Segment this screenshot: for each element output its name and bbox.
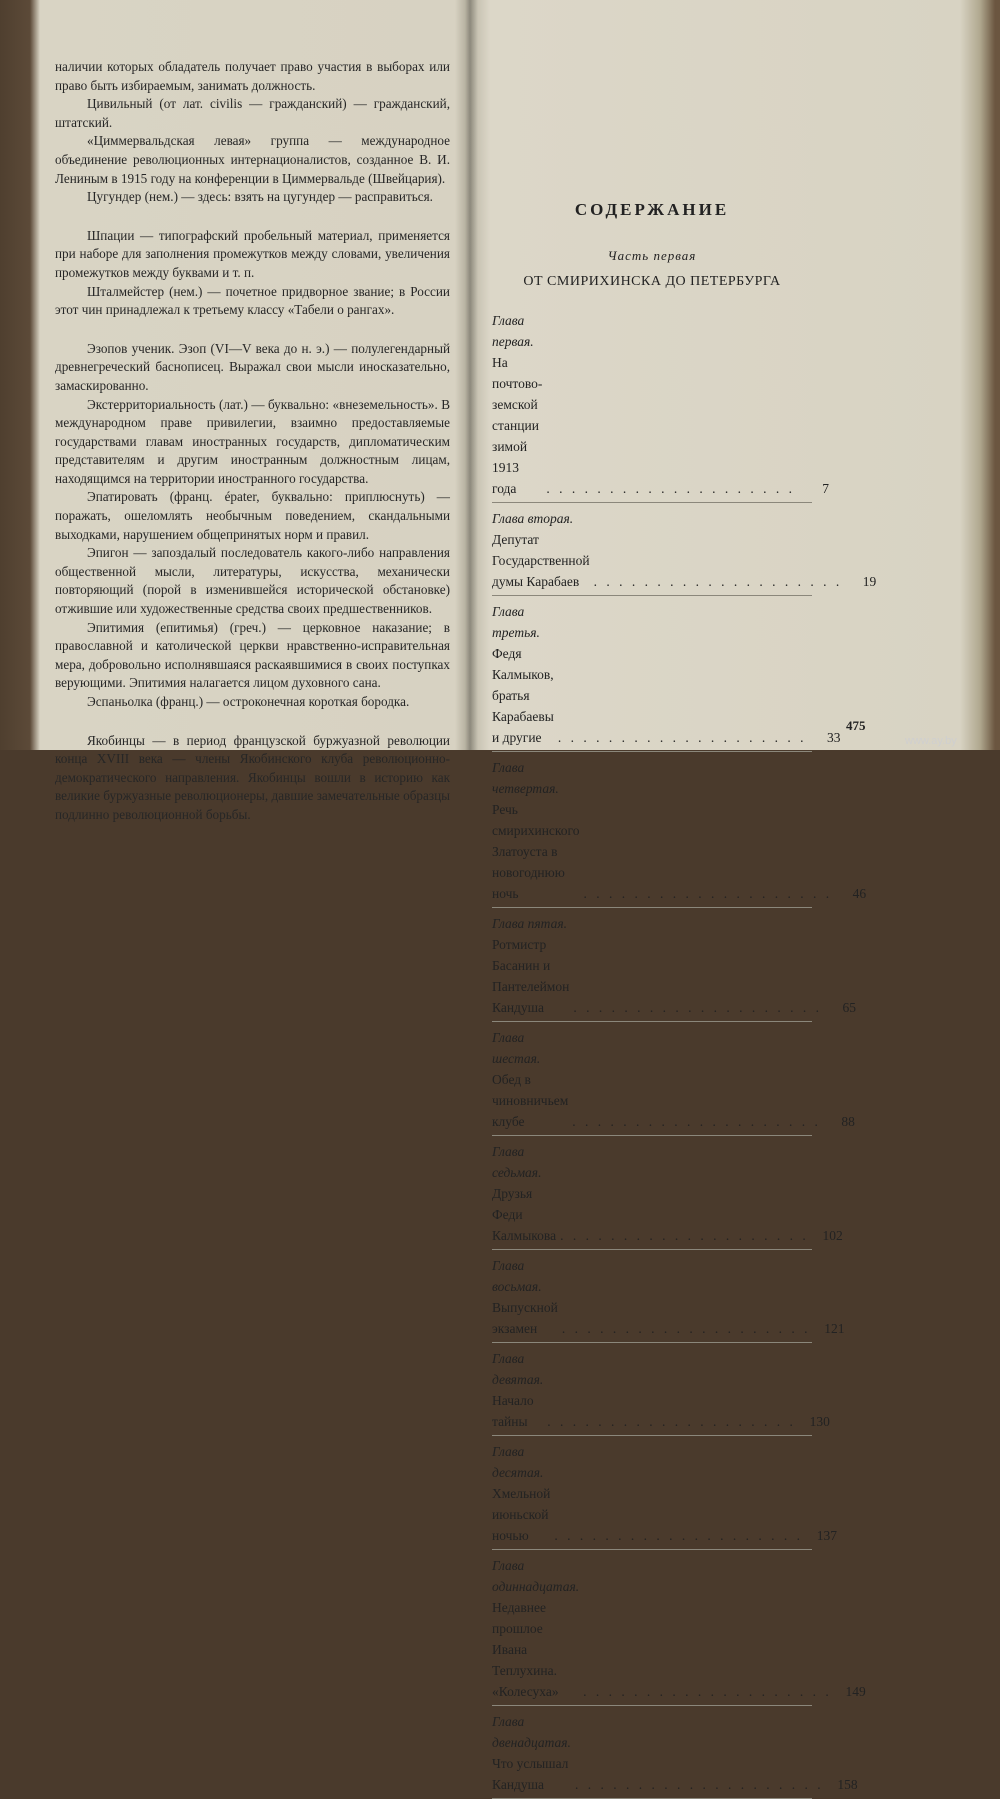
leader-dots: . . . . . . . . . . . . . . . . . . . .	[554, 1528, 804, 1543]
glossary-entry: Цугундер (нем.) — здесь: взять на цугундер — расправиться.	[87, 189, 433, 205]
chapter-label: Глава четвертая.	[492, 760, 559, 796]
contents-entry	[492, 1141, 843, 1250]
glossary-entry: Якобинцы — в период французской буржуазной революции конца XVIII века — члены Якобинского клуба революционно-демократического направления. Якобинцы вошли в историю как великие буржуазные революционеры, давшие замечательные образцы подлинно революционной борьбы.	[55, 732, 450, 822]
chapter-page: 88	[841, 1114, 855, 1129]
contents-entry	[492, 1441, 838, 1550]
chapter-page: 121	[824, 1321, 845, 1336]
chapter-title: Обед в чиновничьем клубе	[492, 1072, 569, 1129]
chapter-label: Глава десятая.	[492, 1444, 544, 1480]
chapter-title: Речь смирихинского Златоуста в новогоднюю ночь	[492, 802, 580, 901]
glossary-entry: Шпации — типографский пробельный материал, применяется при наборе для заполнения промежутков между словами, увеличения промежутков между буквами и т. п.	[55, 227, 450, 280]
chapter-page: 158	[837, 1777, 858, 1792]
contents-entry	[492, 757, 867, 908]
watermark: www.ay.by	[905, 735, 957, 747]
leader-dots: . . . . . . . . . . . . . . . . . . . .	[583, 1684, 832, 1699]
chapter-title: Выпускной экзамен	[492, 1300, 558, 1336]
contents-entry	[492, 913, 856, 1022]
glossary-entry: Экстерриториальность (лат.) — буквально: «внеземельность». В международном праве привилегии, взаимно предоставляемые государствами главам иностранных государств, дипломатическим представителям и другим иностранным должностным лицам, находящимся на территории иностранного государства.	[55, 396, 450, 486]
chapter-label: Глава восьмая.	[492, 1258, 542, 1294]
leader-dots: . . . . . . . . . . . . . . . . . . . .	[573, 1000, 822, 1015]
leader-dots: . . . . . . . . . . . . . . . . . . . .	[560, 1228, 809, 1243]
chapter-title: Хмельной июньской ночью	[492, 1486, 551, 1543]
contents-entry	[492, 1348, 830, 1436]
contents-entry	[492, 601, 841, 752]
glossary-entry: Эпатировать (франц. épater, буквально: приплюснуть) — поражать, ошеломлять необычным поведением, скандальными выходками, нарушением общепринятых норм и правил.	[55, 489, 450, 542]
chapter-title: Начало тайны	[492, 1393, 534, 1429]
chapter-label: Глава шестая.	[492, 1030, 541, 1066]
chapter-label: Глава вторая.	[492, 511, 574, 526]
page-number: 475	[846, 718, 866, 733]
part-label: Часть первая	[607, 248, 697, 263]
chapter-title: Ротмистр Басанин и Пантелеймон Кандуша	[492, 937, 570, 1015]
leader-dots: . . . . . . . . . . . . . . . . . . . .	[557, 730, 807, 745]
glossary-entry: «Циммервальдская левая» группа — международное объединение революционных интернационалистов, созданное В. И. Лениным в 1915 году на конференции в Циммервальде (Швейцария).	[55, 133, 450, 186]
left-page-glossary	[55, 58, 450, 822]
chapter-label: Глава пятая.	[492, 916, 567, 931]
leader-dots: . . . . . . . . . . . . . . . . . . . .	[547, 1414, 796, 1429]
section-gap	[55, 320, 450, 340]
glossary-paragraph: наличии которых обладатель получает право участия в выборах или право быть избираемым, занимать должность.	[55, 59, 450, 93]
chapter-page: 102	[822, 1228, 843, 1243]
contents-entry	[492, 1711, 858, 1799]
chapter-label: Глава третья.	[492, 604, 540, 640]
chapter-title: Депутат Государственной думы Карабаев	[492, 532, 590, 589]
chapter-label: Глава одиннадцатая.	[492, 1558, 580, 1594]
contents-entry	[492, 1555, 866, 1706]
chapter-title: Что услышал Кандуша	[492, 1756, 569, 1792]
glossary-entry: Эзопов ученик. Эзоп (VI—V века до н. э.) — полулегендарный древнегреческий баснописец. Выражал свои мысли иносказательно, замаскированно.	[55, 340, 450, 393]
contents-entry	[492, 310, 830, 503]
glossary-entry: Цивильный (от лат. civilis — гражданский) — гражданский, штатский.	[55, 96, 450, 130]
section-gap	[55, 712, 450, 732]
glossary-entry: Шталмейстер (нем.) — почетное придворное звание; в России этот чин принадлежал к третьему классу «Табели о рангах».	[55, 283, 450, 318]
leader-dots: . . . . . . . . . . . . . . . . . . . .	[561, 1321, 811, 1336]
glossary-entry: Эпигон — запоздалый последователь какого-либо направления общественной мысли, литературы, искусства, механически повторяющий (порой в изменившейся исторической обстановке) отжившие или художественные средства своих предшественников.	[55, 545, 450, 617]
leader-dots: . . . . . . . . . . . . . . . . . . . .	[583, 886, 833, 901]
chapter-title: На почтово-земской станции зимой 1913 года	[492, 355, 543, 496]
leader-dots: . . . . . . . . . . . . . . . . . . . .	[572, 1114, 821, 1129]
leader-dots: . . . . . . . . . . . . . . . . . . . .	[593, 574, 843, 589]
chapter-page: 46	[852, 886, 867, 901]
chapter-label: Глава первая.	[492, 313, 534, 349]
chapter-page: 33	[826, 730, 841, 745]
leader-dots: . . . . . . . . . . . . . . . . . . . .	[546, 481, 796, 496]
leader-dots: . . . . . . . . . . . . . . . . . . . .	[574, 1777, 824, 1792]
contents-entry	[492, 1255, 845, 1343]
contents-entry	[492, 1027, 855, 1136]
chapter-label: Глава двенадцатая.	[492, 1714, 571, 1750]
chapter-title: Федя Калмыков, братья Карабаевы и другие	[492, 646, 554, 745]
chapter-page: 137	[816, 1528, 838, 1543]
contents-title: СОДЕРЖАНИЕ	[574, 200, 730, 219]
glossary-entry: Эпитимия (епитимья) (греч.) — церковное наказание; в православной и католической церкви нравственно-исправительная мера, добровольно исполнявшаяся раскаявшимися в своих поступках верующими. Эпитимия налагается лицом духовного сана.	[55, 619, 450, 691]
glossary-entry: Эспаньолка (франц.) — остроконечная короткая бородка.	[87, 694, 410, 709]
chapter-page: 65	[842, 1000, 856, 1015]
chapter-page: 7	[822, 481, 830, 496]
part-title: ОТ СМИРИХИНСКА ДО ПЕТЕРБУРГА	[523, 274, 781, 289]
chapter-label: Глава девятая.	[492, 1351, 544, 1387]
chapter-title: Недавнее прошлое Ивана Теплухина. «Колесуха»	[492, 1600, 559, 1699]
section-gap	[55, 207, 450, 227]
chapter-page: 149	[845, 1684, 866, 1699]
chapter-label: Глава седьмая.	[492, 1144, 542, 1180]
chapter-title: Друзья Феди Калмыкова	[492, 1186, 557, 1243]
contents-entry	[492, 508, 877, 596]
chapter-page: 130	[809, 1414, 830, 1429]
chapter-page: 19	[862, 574, 877, 589]
